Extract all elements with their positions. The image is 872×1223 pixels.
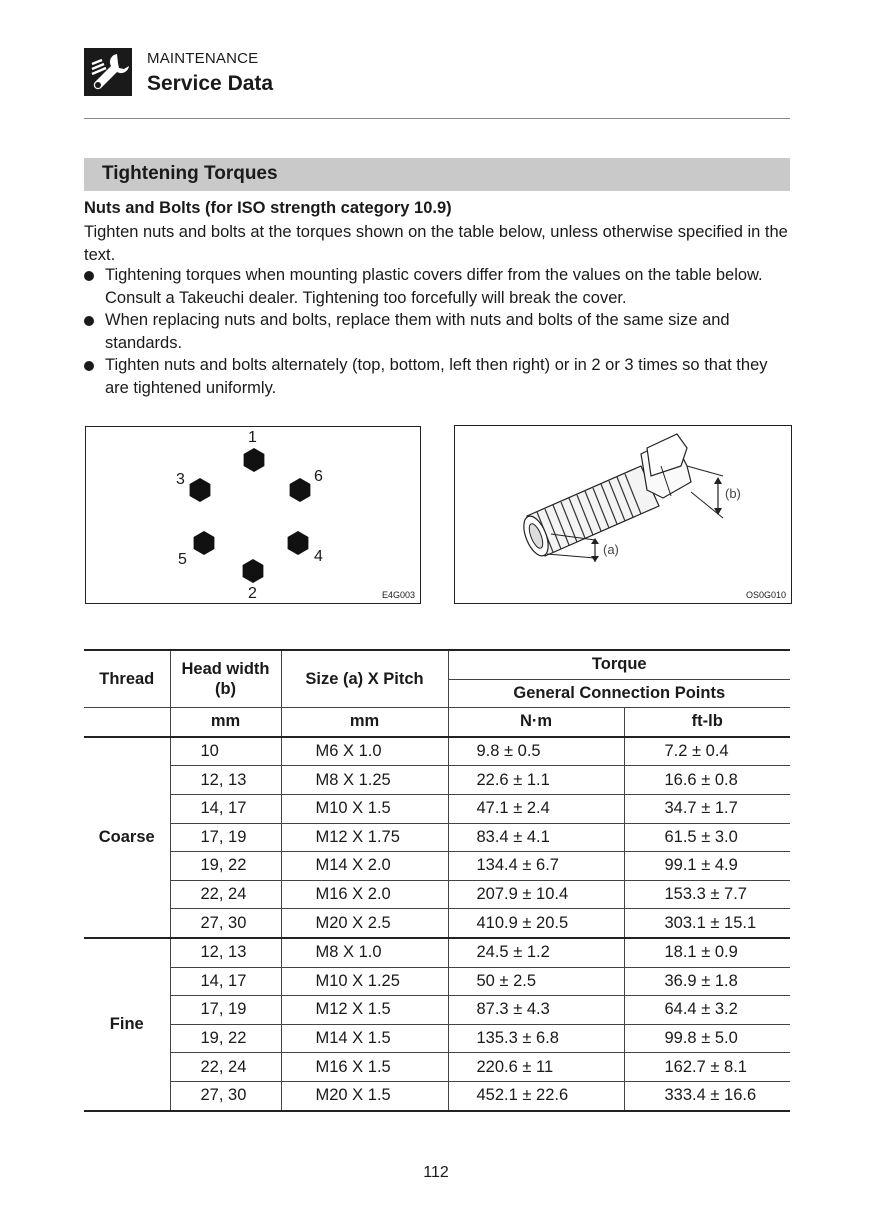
order-label-4: 4 — [314, 548, 323, 565]
cell-head-width: 27, 30 — [170, 1081, 281, 1110]
torque-table — [84, 649, 790, 1112]
order-label-5: 5 — [178, 551, 187, 568]
size-a-label: (a) — [603, 542, 619, 557]
header-section-label: MAINTENANCE — [147, 50, 259, 67]
section-heading-bar — [84, 158, 790, 191]
cell-torque-nm: 47.1 ± 2.4 — [448, 794, 624, 823]
cell-head-width: 17, 19 — [170, 823, 281, 852]
cell-size-pitch: M16 X 1.5 — [281, 1053, 448, 1082]
nut-1-icon — [244, 448, 265, 472]
cell-head-width: 19, 22 — [170, 852, 281, 881]
cell-torque-ftlb: 99.1 ± 4.9 — [624, 852, 790, 881]
cell-head-width: 10 — [170, 737, 281, 766]
bullet-text: Tightening torques when mounting plastic covers differ from the values on the table below. Consult a Takeuchi dealer. Tightening too forcefully will break the cover. — [105, 266, 763, 307]
cell-torque-ftlb: 162.7 ± 8.1 — [624, 1053, 790, 1082]
header-head-width: Head width (b) — [170, 650, 281, 708]
nut-3-icon — [190, 478, 211, 502]
cell-torque-nm: 452.1 ± 22.6 — [448, 1081, 624, 1110]
cell-torque-ftlb: 7.2 ± 0.4 — [624, 737, 790, 766]
cell-head-width: 12, 13 — [170, 938, 281, 967]
figure-code: E4G003 — [381, 590, 415, 600]
cell-torque-nm: 9.8 ± 0.5 — [448, 737, 624, 766]
cell-torque-ftlb: 18.1 ± 0.9 — [624, 938, 790, 967]
cell-torque-nm: 135.3 ± 6.8 — [448, 1024, 624, 1053]
cell-head-width: 27, 30 — [170, 909, 281, 938]
bolt-pattern-diagram — [86, 427, 420, 603]
intro-paragraph: Tighten nuts and bolts at the torques shown on the table below, unless otherwise specified in the text. — [84, 223, 788, 264]
bolt-dimensions-figure — [454, 425, 792, 604]
cell-torque-nm: 83.4 ± 4.1 — [448, 823, 624, 852]
cell-torque-ftlb: 303.1 ± 15.1 — [624, 909, 790, 938]
cell-size-pitch: M8 X 1.0 — [281, 938, 448, 967]
header-divider — [84, 118, 790, 119]
header-torque: Torque — [448, 650, 790, 679]
cell-head-width: 22, 24 — [170, 880, 281, 909]
header-size-pitch: Size (a) X Pitch — [281, 650, 448, 708]
nut-6-icon — [290, 478, 311, 502]
cell-head-width: 14, 17 — [170, 967, 281, 996]
cell-size-pitch: M6 X 1.0 — [281, 737, 448, 766]
cell-torque-nm: 220.6 ± 11 — [448, 1053, 624, 1082]
order-label-2: 2 — [248, 585, 257, 602]
bullet-text: When replacing nuts and bolts, replace them with nuts and bolts of the same size and standards. — [105, 311, 730, 352]
cell-torque-nm: 134.4 ± 6.7 — [448, 852, 624, 881]
bullet-icon — [84, 361, 94, 371]
order-label-1: 1 — [248, 429, 257, 446]
cell-torque-ftlb: 36.9 ± 1.8 — [624, 967, 790, 996]
order-label-6: 6 — [314, 468, 323, 485]
header-thread: Thread — [84, 650, 170, 708]
cell-torque-ftlb: 64.4 ± 3.2 — [624, 996, 790, 1025]
group-fine: Fine — [84, 938, 170, 1111]
section-heading: Tightening Torques — [102, 163, 278, 184]
cell-torque-ftlb: 333.4 ± 16.6 — [624, 1081, 790, 1110]
order-label-3: 3 — [176, 471, 185, 488]
unit-head-width: mm — [170, 708, 281, 737]
cell-torque-ftlb: 16.6 ± 0.8 — [624, 766, 790, 795]
tightening-order-figure — [85, 426, 421, 604]
cell-torque-ftlb: 61.5 ± 3.0 — [624, 823, 790, 852]
nut-5-icon — [194, 531, 215, 555]
cell-torque-nm: 87.3 ± 4.3 — [448, 996, 624, 1025]
cell-size-pitch: M14 X 1.5 — [281, 1024, 448, 1053]
cell-size-pitch: M20 X 2.5 — [281, 909, 448, 938]
cell-size-pitch: M16 X 2.0 — [281, 880, 448, 909]
cell-size-pitch: M12 X 1.5 — [281, 996, 448, 1025]
maintenance-icon — [84, 48, 132, 96]
cell-size-pitch: M10 X 1.25 — [281, 967, 448, 996]
page-number: 112 — [423, 1164, 449, 1181]
figure-code: OS0G010 — [745, 590, 786, 600]
group-coarse: Coarse — [84, 737, 170, 938]
header-title: Service Data — [147, 72, 274, 95]
cell-torque-ftlb: 34.7 ± 1.7 — [624, 794, 790, 823]
cell-head-width: 14, 17 — [170, 794, 281, 823]
cell-head-width: 19, 22 — [170, 1024, 281, 1053]
subheading: Nuts and Bolts (for ISO strength category 10.9) — [84, 199, 452, 217]
unit-ftlb: ft-lb — [624, 708, 790, 737]
cell-size-pitch: M20 X 1.5 — [281, 1081, 448, 1110]
bullet-icon — [84, 271, 94, 281]
unit-nm: N·m — [448, 708, 624, 737]
head-width-b-label: (b) — [725, 486, 741, 501]
header-unit-blank — [84, 708, 170, 737]
header-general-connection: General Connection Points — [448, 679, 790, 708]
cell-torque-nm: 410.9 ± 20.5 — [448, 909, 624, 938]
cell-head-width: 22, 24 — [170, 1053, 281, 1082]
nut-2-icon — [243, 559, 264, 583]
cell-size-pitch: M14 X 2.0 — [281, 852, 448, 881]
nut-4-icon — [288, 531, 309, 555]
cell-torque-nm: 50 ± 2.5 — [448, 967, 624, 996]
cell-head-width: 12, 13 — [170, 766, 281, 795]
cell-torque-ftlb: 99.8 ± 5.0 — [624, 1024, 790, 1053]
cell-size-pitch: M8 X 1.25 — [281, 766, 448, 795]
bolt-diagram — [455, 426, 791, 603]
cell-size-pitch: M10 X 1.5 — [281, 794, 448, 823]
cell-torque-nm: 24.5 ± 1.2 — [448, 938, 624, 967]
cell-torque-nm: 207.9 ± 10.4 — [448, 880, 624, 909]
bullet-icon — [84, 316, 94, 326]
cell-head-width: 17, 19 — [170, 996, 281, 1025]
unit-size: mm — [281, 708, 448, 737]
cell-size-pitch: M12 X 1.75 — [281, 823, 448, 852]
cell-torque-ftlb: 153.3 ± 7.7 — [624, 880, 790, 909]
bullet-text: Tighten nuts and bolts alternately (top, bottom, left then right) or in 2 or 3 times so that they are tightened uniformly. — [105, 356, 768, 397]
cell-torque-nm: 22.6 ± 1.1 — [448, 766, 624, 795]
